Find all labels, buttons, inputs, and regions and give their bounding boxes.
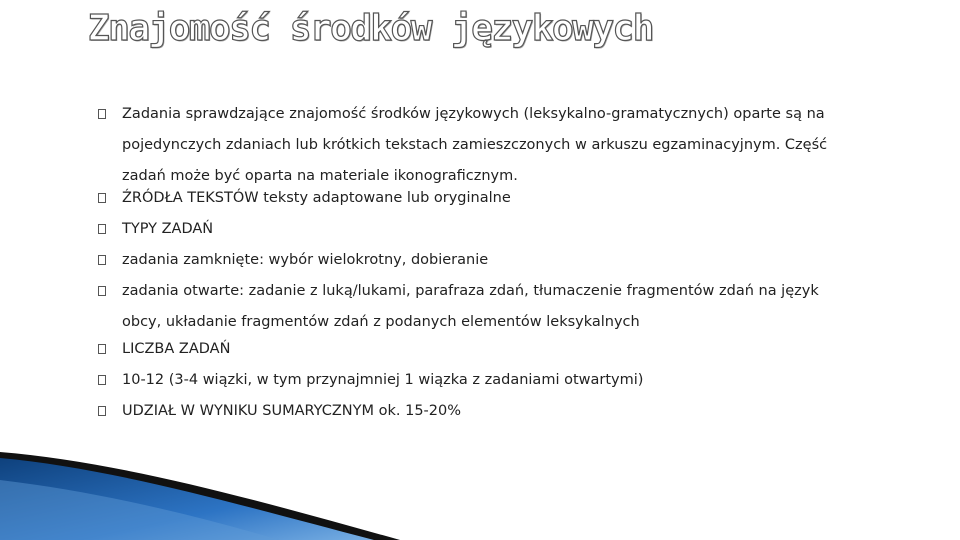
square-bullet-icon	[98, 344, 106, 354]
square-bullet-icon	[98, 406, 106, 416]
bullet-text: Zadania sprawdzające znajomość środków językowych (leksykalno-gramatycznych) oparte są na pojedynczych zdaniach lub krótkich tekstach zamieszczonych w arkuszu egzaminacyjnym. Część zadań może być oparta na materiale ikonograficznym.	[122, 106, 828, 184]
bullet-text: zadania otwarte: zadanie z luką/lukami, parafraza zdań, tłumaczenie fragmentów zdań na język obcy, układanie fragmentów zdań z podanych elementów leksykalnych	[122, 283, 819, 330]
square-bullet-icon	[98, 224, 106, 234]
square-bullet-icon	[98, 286, 106, 296]
bullet-text: LICZBA ZADAŃ	[122, 341, 231, 357]
bullet-text: ŹRÓDŁA TEKSTÓW teksty adaptowane lub oryginalne	[122, 190, 511, 206]
slide-title: Znajomość środków językowych	[88, 8, 653, 49]
bullet-text: zadania zamknięte: wybór wielokrotny, dobieranie	[122, 252, 489, 268]
bullet-text: TYPY ZADAŃ	[122, 221, 214, 237]
square-bullet-icon	[98, 375, 106, 385]
square-bullet-icon	[98, 109, 106, 119]
square-bullet-icon	[98, 193, 106, 203]
decorative-wave-shape	[0, 440, 400, 540]
square-bullet-icon	[98, 255, 106, 265]
bullet-text: UDZIAŁ W WYNIKU SUMARYCZNYM ok. 15-20%	[122, 403, 462, 419]
bullet-text: 10-12 (3-4 wiązki, w tym przynajmniej 1 wiązka z zadaniami otwartymi)	[122, 372, 644, 388]
